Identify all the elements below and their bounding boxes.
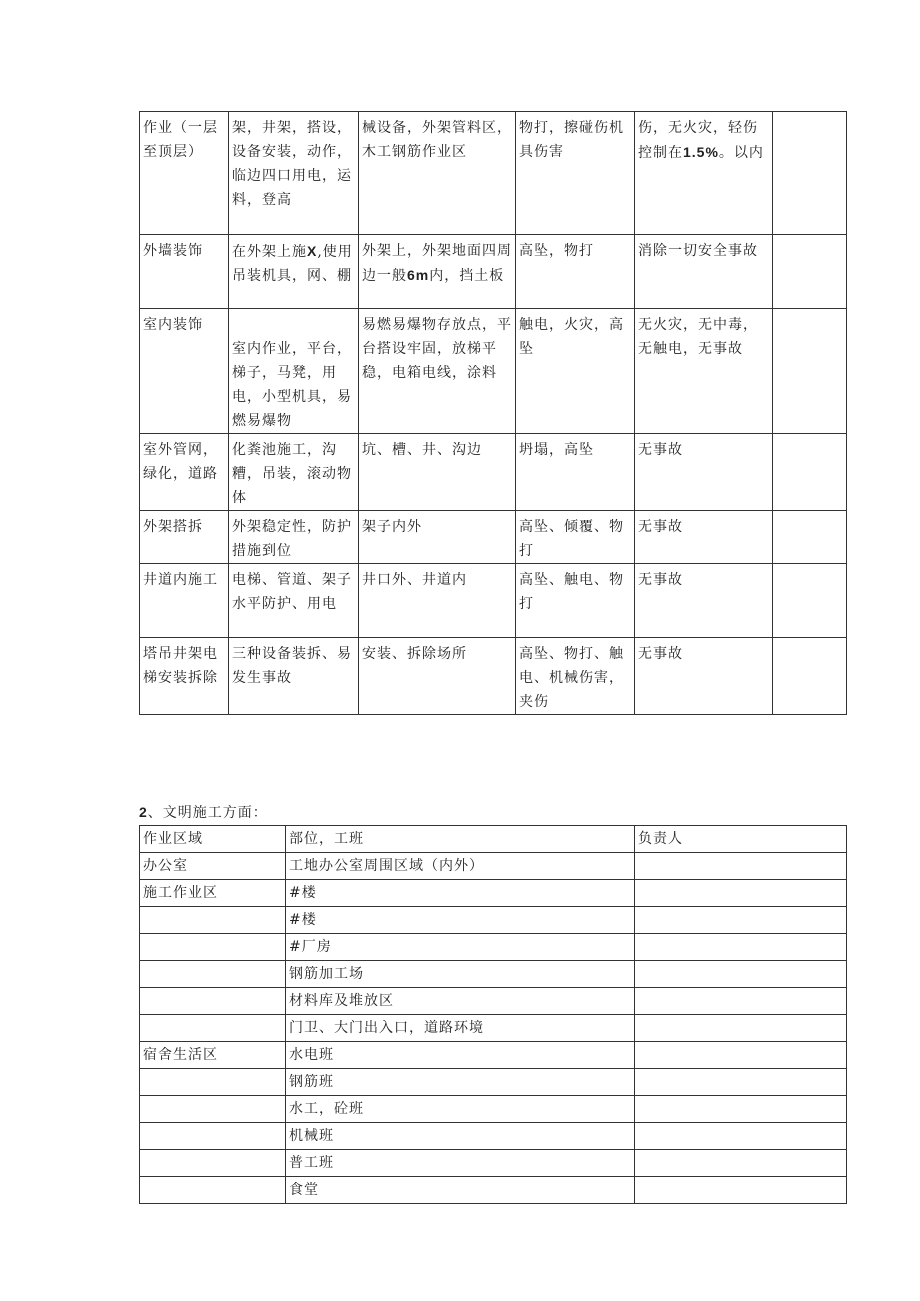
header-cell: 作业区域: [140, 826, 286, 853]
table-cell: 触电，火灾，高坠: [516, 309, 635, 434]
table-row: [140, 1015, 847, 1042]
table-cell: #楼: [286, 907, 635, 934]
table-header-row: [140, 826, 847, 853]
table-row: [140, 511, 847, 564]
table-cell: [635, 961, 847, 988]
table-cell: [773, 309, 847, 434]
table-cell: 工地办公室周围区域（内外）: [286, 853, 635, 880]
table-cell: [140, 1069, 286, 1096]
table-row: [140, 564, 847, 638]
table-cell: 水工，砼班: [286, 1096, 635, 1123]
section-number: 2: [139, 804, 148, 820]
table-cell: [635, 853, 847, 880]
table-cell: 钢筋班: [286, 1069, 635, 1096]
table-cell: 塔吊井架电梯安装拆除: [140, 638, 229, 715]
table-cell: [140, 1015, 286, 1042]
table-cell: 食堂: [286, 1177, 635, 1204]
table-cell: 室内作业，平台，梯子，马凳，用电，小型机具，易燃易爆物: [229, 309, 359, 434]
table-row: [140, 934, 847, 961]
table-cell: 井道内施工: [140, 564, 229, 638]
table-cell: [140, 907, 286, 934]
table-cell: [140, 1096, 286, 1123]
table-cell: 无事故: [635, 511, 773, 564]
table-cell: 外墙装饰: [140, 235, 229, 309]
table-cell: [635, 1123, 847, 1150]
table-cell: [773, 511, 847, 564]
table-cell: [773, 638, 847, 715]
table-cell: 高坠、触电、物打: [516, 564, 635, 638]
table-cell: 伤，无火灾，轻伤控制在1.5%。以内: [635, 112, 773, 235]
table-row: [140, 434, 847, 511]
table-cell: 安装、拆除场所: [359, 638, 516, 715]
table-cell: 外架稳定性，防护措施到位: [229, 511, 359, 564]
table-row: [140, 1069, 847, 1096]
table-cell: 架，井架，搭设，设备安装，动作，临边四口用电，运料，登高: [229, 112, 359, 235]
table-cell: [635, 1150, 847, 1177]
header-cell: 部位，工班: [286, 826, 635, 853]
table-cell: 高坠，物打: [516, 235, 635, 309]
table-cell: 消除一切安全事故: [635, 235, 773, 309]
table-cell: 无事故: [635, 638, 773, 715]
table-cell: 架子内外: [359, 511, 516, 564]
table-row: [140, 638, 847, 715]
table-cell: 外架上，外架地面四周边一般6m内，挡土板: [359, 235, 516, 309]
table-cell: 井口外、井道内: [359, 564, 516, 638]
table-row: [140, 988, 847, 1015]
table-cell: [635, 1096, 847, 1123]
table-row: [140, 961, 847, 988]
table-cell: 室外管网，绿化，道路: [140, 434, 229, 511]
table-cell: 物打，擦碰伤机具伤害: [516, 112, 635, 235]
civilized-construction-table: [139, 825, 847, 1204]
table-cell: 水电班: [286, 1042, 635, 1069]
table-cell: 电梯、管道、架子水平防护、用电: [229, 564, 359, 638]
table-cell: 机械班: [286, 1123, 635, 1150]
table-row: [140, 1096, 847, 1123]
table-cell: 三种设备装拆、易发生事故: [229, 638, 359, 715]
table-cell: [635, 880, 847, 907]
table-cell: 无火灾，无中毒，无触电，无事故: [635, 309, 773, 434]
table-cell: [773, 112, 847, 235]
table-cell: [140, 988, 286, 1015]
header-cell: 负责人: [635, 826, 847, 853]
table-cell: 高坠、倾覆、物打: [516, 511, 635, 564]
table-row: [140, 1150, 847, 1177]
table-cell: [773, 434, 847, 511]
table-cell: [773, 564, 847, 638]
table-row: [140, 235, 847, 309]
table-cell: 材料库及堆放区: [286, 988, 635, 1015]
table-cell: [773, 235, 847, 309]
table-cell: [635, 1015, 847, 1042]
table-cell: 门卫、大门出入口，道路环境: [286, 1015, 635, 1042]
table-cell: 在外架上施X,使用吊装机具，网、棚: [229, 235, 359, 309]
table-cell: 高坠、物打、触电、机械伤害，夹伤: [516, 638, 635, 715]
table-cell: [635, 1042, 847, 1069]
table-row: [140, 853, 847, 880]
table-row: [140, 907, 847, 934]
table-cell: 作业（一层至顶层）: [140, 112, 229, 235]
section-title: 、文明施工方面：: [147, 805, 268, 821]
table-cell: [635, 988, 847, 1015]
table-cell: [140, 1150, 286, 1177]
table-row: [140, 880, 847, 907]
table-cell: [635, 1177, 847, 1204]
safety-table: [139, 111, 847, 715]
table-cell: 外架搭拆: [140, 511, 229, 564]
table-row: [140, 309, 847, 434]
table-cell: 坍塌，高坠: [516, 434, 635, 511]
table-row: [140, 1042, 847, 1069]
table-row: [140, 1177, 847, 1204]
table-cell: [635, 1069, 847, 1096]
table-cell: [140, 934, 286, 961]
table-cell: 械设备，外架管料区，木工钢筋作业区: [359, 112, 516, 235]
table-cell: [635, 907, 847, 934]
table-row: [140, 1123, 847, 1150]
table-cell: 钢筋加工场: [286, 961, 635, 988]
table-cell: 化粪池施工，沟糟，吊装，滚动物体: [229, 434, 359, 511]
table-cell: 室内装饰: [140, 309, 229, 434]
table-cell: 坑、槽、井、沟边: [359, 434, 516, 511]
table-cell: [140, 961, 286, 988]
table-cell: 办公室: [140, 853, 286, 880]
table-cell: [140, 1177, 286, 1204]
table-cell: [635, 934, 847, 961]
table-cell: 无事故: [635, 434, 773, 511]
table-cell: 宿舍生活区: [140, 1042, 286, 1069]
table-row: [140, 112, 847, 235]
table-cell: #厂房: [286, 934, 635, 961]
table-cell: 无事故: [635, 564, 773, 638]
table-cell: 施工作业区: [140, 880, 286, 907]
table-cell: #楼: [286, 880, 635, 907]
table-cell: 易燃易爆物存放点，平台搭设牢固，放梯平稳，电箱电线，涂料: [359, 309, 516, 434]
section-heading: [139, 802, 268, 822]
table-cell: [140, 1123, 286, 1150]
table-cell: 普工班: [286, 1150, 635, 1177]
